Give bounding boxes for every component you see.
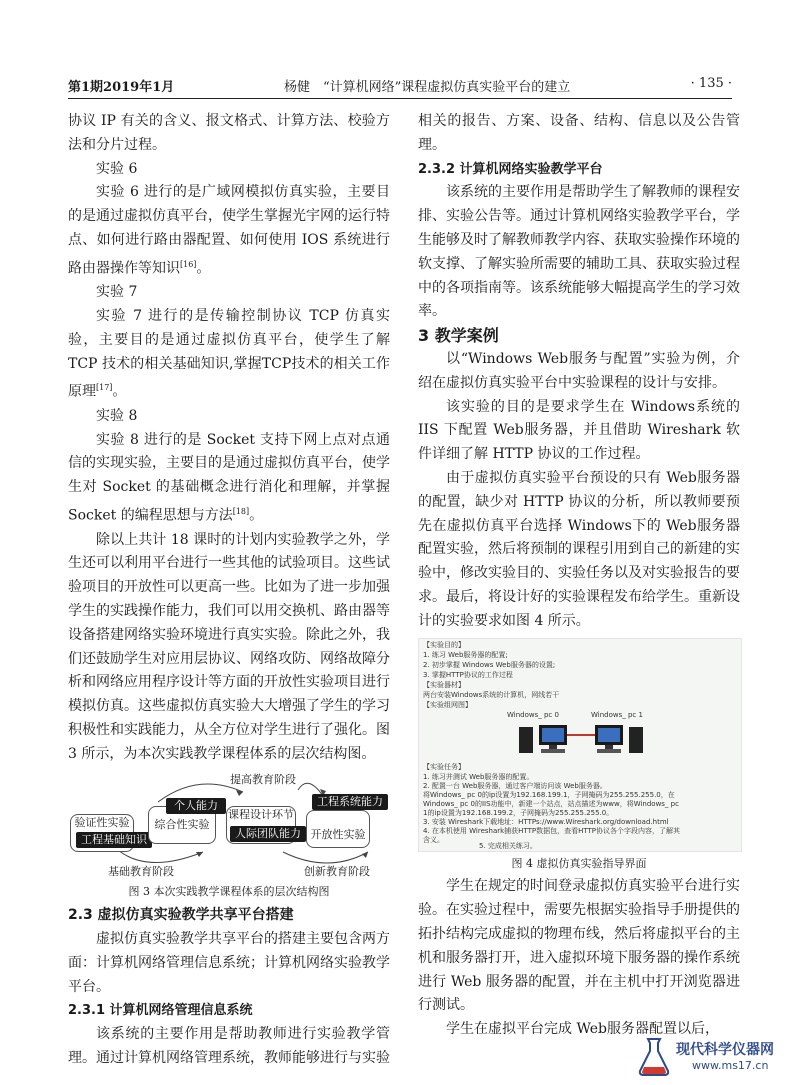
skill-tag: 个人能力 <box>166 798 226 814</box>
stage-label: 提高教育阶段 <box>230 773 296 787</box>
skill-tag: 人际团队能力 <box>230 826 306 842</box>
running-header <box>68 72 732 99</box>
paragraph: 除以上共计 18 课时的计划内实验教学之外，学生还可以利用平台进行一些其他的试验项目。这些试验项目的开放性可以更高一些。比如为了进一步加强学生的实践操作能力，我们可以用交换机、路由器等设备搭建网络实验环境进行真实实验。除此之外，我们还鼓励学生对应用层协议、网络攻防、网络故障分析和网络应用程序设计等方面的开放性实验项目进行模拟仿真。这些虚拟仿真实验大大增强了学生的学习积极性和实践能力，从全方位对学生进行了强化。图 3 所示，为本次实践教学课程体系的层次结构图。 <box>68 531 390 762</box>
watermark-name: 现代科学仪器网 <box>676 1042 774 1058</box>
figure-4-screenshot <box>418 638 742 852</box>
fig-text: 1. 练习并测试 Web服务器的配置。 <box>423 772 534 781</box>
subsection-heading: 2.3.2 计算机网络实验教学平台 <box>418 161 603 177</box>
paragraph: 虚拟仿真实验教学共享平台的搭建主要包含两方面：计算机网络管理信息系统；计算机网络实验教学平台。 <box>68 931 390 995</box>
watermark-logo <box>636 1035 796 1080</box>
fig-text: 两台安装Windows系统的计算机，网线若干 <box>423 690 560 699</box>
article-title-header: 杨健 “计算机网络”课程虚拟仿真实验平台的建立 <box>284 80 571 95</box>
fig-text: 5. 完成相关练习。 <box>479 841 537 850</box>
skill-tag: 工程系统能力 <box>312 794 388 810</box>
fig-text: 1. 练习 Web服务器的配置; <box>423 650 508 659</box>
paragraph: 学生在规定的时间登录虚拟仿真实验平台进行实验。在实验过程中，需要先根据实验指导手册提供的拓扑结构完成虚拟的物理布线，然后将虚拟平台的主机和服务器打开，进入虚拟环境下服务器的操作系统进行 Web 服务器的配置，并在主机中打开浏览器进行测试。 <box>418 878 740 1014</box>
stage-label: 创新教育阶段 <box>304 865 370 879</box>
fig-text: 含义。 <box>423 835 444 844</box>
fig-text: 1的ip设置为192.168.199.2，子网掩码为255.255.255.0。 <box>423 808 614 817</box>
fig-text: 2. 配置一台 Web服务器，通过客户端访问该 Web服务器。 <box>423 781 607 790</box>
left-column <box>68 110 390 1071</box>
fig-text: Windows_ pc 0的IIS功能中，新建一个站点，站点描述为www，将Windows_ pc <box>423 799 679 808</box>
fig-text: 【实验组网图】 <box>423 700 472 709</box>
fig-text: 3. 安装 Wireshark下载地址：HTTPs://www.Wireshark.org/download.html <box>423 817 669 826</box>
fig-text: 【实验任务】 <box>423 762 465 771</box>
paragraph: 该实验的目的是要求学生在 Windows系统的IIS 下配置 Web服务器，并且借助 Wireshark 软件详细了解 HTTP 协议的工作过程。 <box>418 398 740 463</box>
paragraph: 该系统的主要作用是帮助学生了解教师的课程安排、实验公告等。通过计算机网络实验教学平台，学生能够及时了解教师教学内容、获取实验操作环境的软支撑、了解实验所需要的辅助工具、获取实验过程中的各项指南等。该系统能够大幅提高学生的学习效率。 <box>418 184 740 320</box>
fig-text: 3. 掌握HTTP协议的工作过程 <box>423 670 513 679</box>
paragraph: 由于虚拟仿真实验平台预设的只有 Web服务器的配置，缺少对 HTTP 协议的分析，所以教师要预先在虚拟仿真平台选择 Windows下的 Web服务器配置实验，然后将预制的课程引用到自己的新建的实验中，修改实验目的、实验任务以及对实验报告的要求。最后，将设计好的实验课程发布给学生。重新设计的实验要求如图 4 所示。 <box>418 469 740 629</box>
fig-text: 将Windows_ pc 0的ip设置为192.168.199.1，子网掩码为255.255.255.0，在 <box>423 790 675 799</box>
paragraph: 实验 7 进行的是传输控制协议 TCP 仿真实验，主要目的是通过虚拟仿真平台，使学生了解 TCP 技术的相关基础知识,掌握TCP技术的相关工作原理[17]。 <box>68 308 390 401</box>
experiment-heading: 实验 7 <box>96 284 138 301</box>
figure-3-diagram <box>68 770 390 880</box>
paragraph: 实验 8 进行的是 Socket 支持下网上点对点通信的实现实验，主要目的是通过虚拟仿真平台，使学生对 Socket 的基础概念进行消化和理解，并掌握 Socket 的编程思想与方法[18]。 <box>68 431 390 524</box>
flask-logo-icon <box>636 1037 672 1077</box>
skill-tag: 工程基础知识 <box>76 832 152 848</box>
pc-label: Windows_ pc 0 <box>507 710 559 719</box>
citation: [18] <box>232 507 250 517</box>
figure-caption: 图 3 本次实践教学课程体系的层次结构图 <box>128 885 330 899</box>
fig-text: 【实验器材】 <box>423 680 465 689</box>
network-topology <box>419 721 741 761</box>
stage-box: 综合性实验 <box>148 806 216 844</box>
stage-box: 课程设计环节 <box>226 806 296 844</box>
fig-text: 2. 初步掌握 Windows Web服务器的设置; <box>423 660 556 669</box>
experiment-heading: 实验 8 <box>96 407 138 424</box>
figure-caption: 图 4 虚拟仿真实验指导界面 <box>511 856 647 870</box>
citation: [17] <box>96 383 113 393</box>
computer-icon <box>595 725 643 753</box>
paragraph: 学生在虚拟平台完成 Web服务器配置以后， <box>446 1021 719 1038</box>
fig-text: 【实验目的】 <box>423 640 465 649</box>
citation: [16] <box>180 259 197 269</box>
computer-icon <box>519 725 567 753</box>
right-column <box>418 110 740 1042</box>
paragraph: 协议 IP 有关的含义、报文格式、计算方法、校验方法和分片过程。 <box>68 113 390 153</box>
watermark-url: www.ms17.cn <box>692 1059 769 1072</box>
paragraph: 该系统的主要作用是帮助教师进行实验教学管理。通过计算机网络管理系统，教师能够进行与实验 <box>68 1026 390 1067</box>
stage-box: 验证性实验 <box>70 814 134 852</box>
fig-text: 4. 在本机使用 Wireshark捕获HTTP数据包，查看HTTP协议各个字段内容，了解其 <box>423 826 681 835</box>
experiment-heading: 实验 6 <box>96 160 138 177</box>
page-number: · 135 · <box>690 76 732 91</box>
section-heading: 3 教学案例 <box>418 326 499 346</box>
subsection-heading: 2.3.1 计算机网络管理信息系统 <box>68 1003 253 1019</box>
pc-label: Windows_ pc 1 <box>591 710 643 719</box>
paragraph: 实验 6 进行的是广域网模拟仿真实验，主要目的是通过虚拟仿真平台，使学生掌握光宇网的运行特点、如何进行路由器配置、如何使用 IOS 系统进行路由器操作等知识[16]。 <box>68 184 390 277</box>
issue-date: 第1期2019年1月 <box>68 80 175 95</box>
paragraph: 以“Windows Web服务与配置”实验为例，介绍在虚拟仿真实验平台中实验课程的设计与安排。 <box>418 350 740 391</box>
section-heading: 2.3 虚拟仿真实验教学共享平台搭建 <box>68 907 294 924</box>
stage-label: 基础教育阶段 <box>108 865 174 879</box>
stage-box: 开放性实验 <box>306 810 370 848</box>
paragraph: 相关的报告、方案、设备、结构、信息以及公告管理。 <box>418 113 740 153</box>
